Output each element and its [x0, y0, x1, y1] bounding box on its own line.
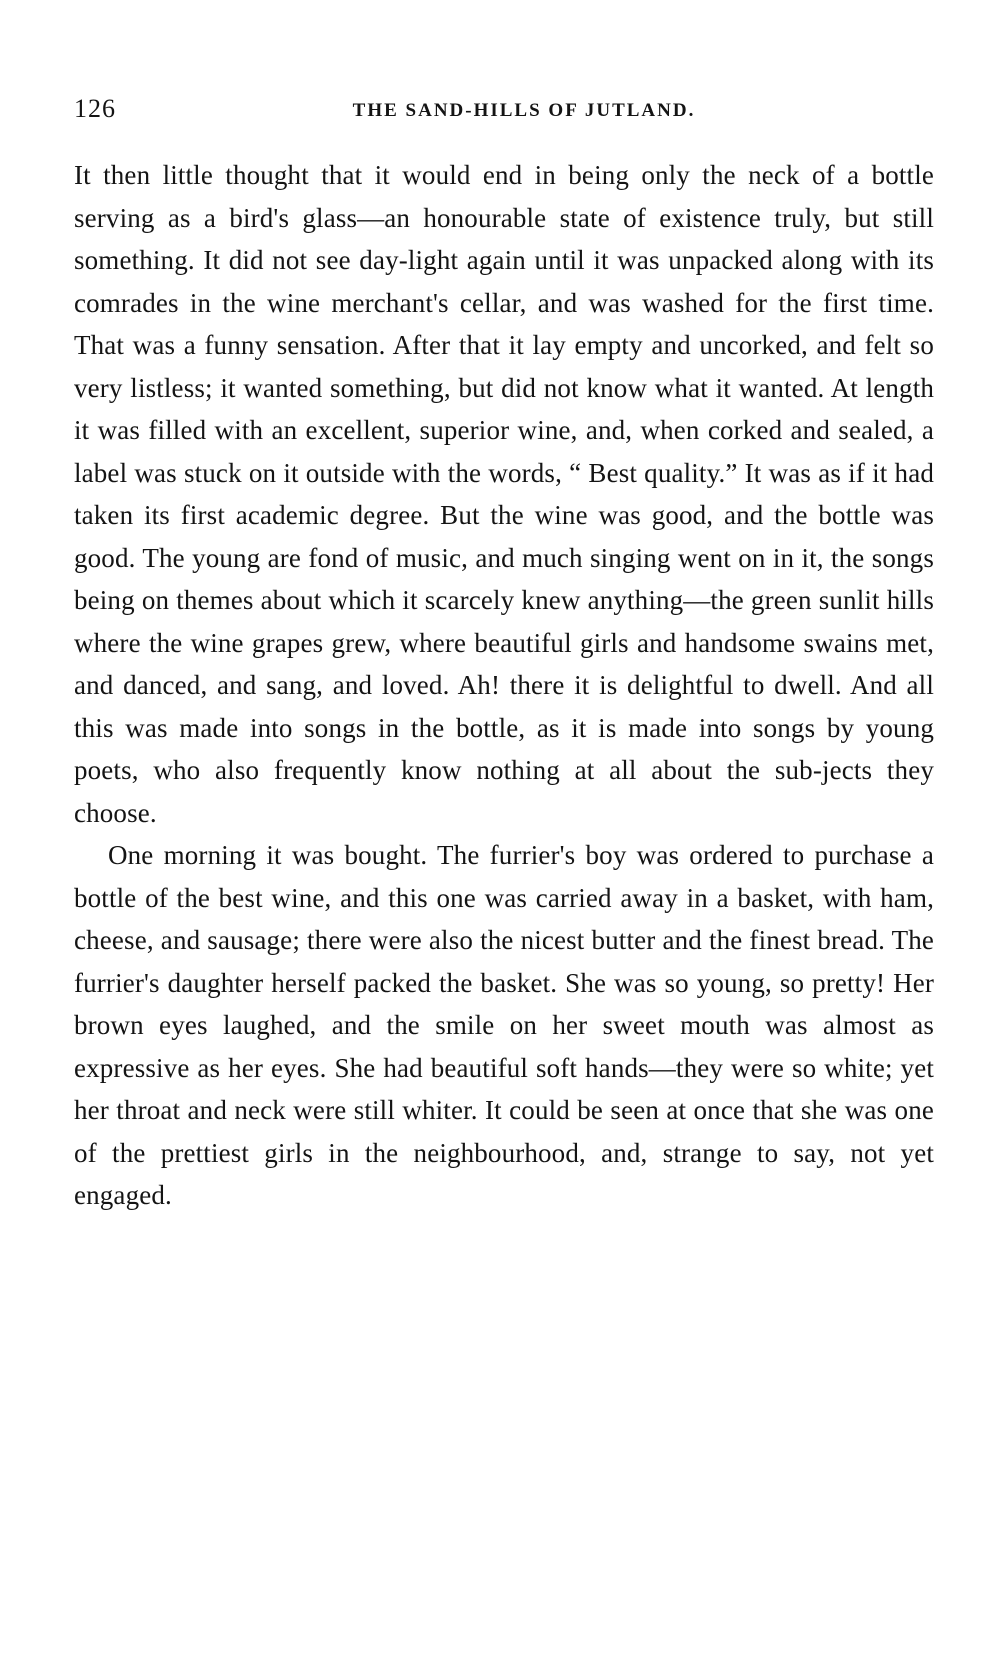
body-text — [74, 154, 934, 1217]
page-number: 126 — [74, 94, 116, 123]
page-header — [74, 94, 934, 134]
running-title: THE SAND-HILLS OF JUTLAND. — [352, 100, 696, 121]
paragraph: It then little thought that it would end in being only the neck of a bottle serving as a bird's glass—an honourable state of existence truly, but still something. It did not see day-light again until it was unpacked along with its comrades in the wine merchant's cellar, and was washed for the first time. That was a funny sensation. After that it lay empty and uncorked, and felt so very listless; it wanted something, but did not know what it wanted. At length it was filled with an excellent, superior wine, and, when corked and sealed, a label was stuck on it outside with the words, “ Best quality.” It was as if it had taken its first academic degree. But the wine was good, and the bottle was good. The young are fond of music, and much singing went on in it, the songs being on themes about which it scarcely knew anything—the green sunlit hills where the wine grapes grew, where beautiful girls and handsome swains met, and danced, and sang, and loved. Ah! there it is delightful to dwell. And all this was made into songs in the bottle, as it is made into songs by young poets, who also frequently know nothing at all about the sub-jects they choose. — [74, 160, 934, 828]
paragraph: One morning it was bought. The furrier's boy was ordered to purchase a bottle of the best wine, and this one was carried away in a basket, with ham, cheese, and sausage; there were also the nicest butter and the finest bread. The furrier's daughter herself packed the basket. She was so young, so pretty! Her brown eyes laughed, and the smile on her sweet mouth was almost as expressive as her eyes. She had beautiful soft hands—they were so white; yet her throat and neck were still whiter. It could be seen at once that she was one of the prettiest girls in the neighbourhood, and, strange to say, not yet engaged. — [74, 840, 934, 1210]
